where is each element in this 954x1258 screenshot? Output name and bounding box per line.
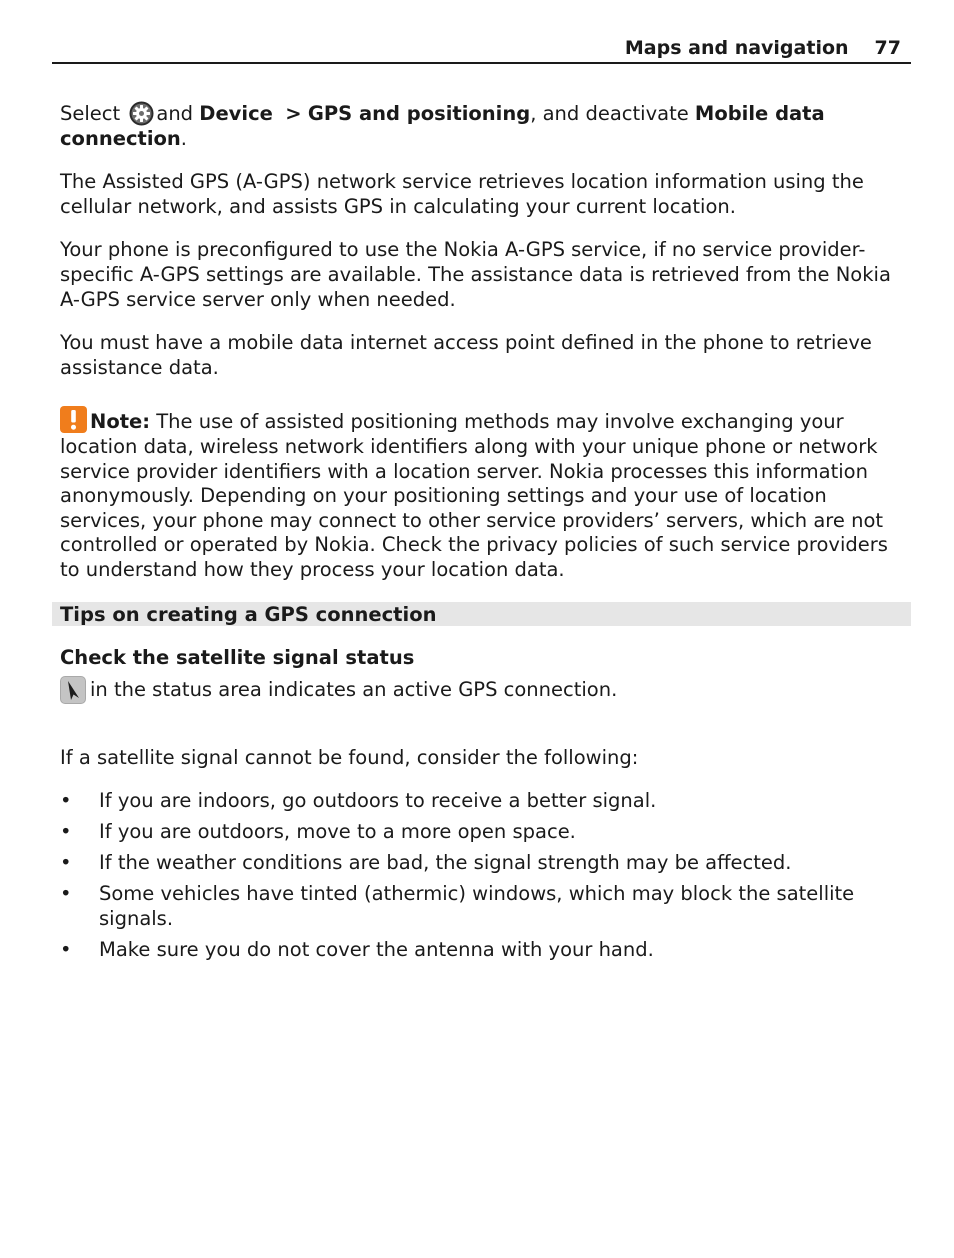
list-item	[60, 851, 908, 876]
bullet: •	[60, 819, 72, 843]
list-item	[60, 882, 908, 931]
warning-icon	[60, 406, 87, 433]
path-separator: >	[285, 102, 302, 125]
note-text: The use of assisted positioning methods may involve exchanging your location data, wireless network identifiers along with your unique phone or network service provider identifiers with a location server. Nokia processes this information anonymously. Depending on your positioning settings and your use of location services, your phone may connect to other service providers’ servers, which are not controlled or operated by Nokia. Check the privacy policies of such service providers to understand how they process your location data.	[60, 410, 888, 581]
bullet: •	[60, 788, 72, 812]
subheading: Check the satellite signal status	[60, 645, 415, 669]
note-paragraph	[60, 406, 908, 582]
header-section-title: Maps and navigation	[624, 37, 849, 59]
list-item	[60, 938, 908, 963]
tip-text: Make sure you do not cover the antenna with your hand.	[99, 937, 654, 961]
status-line	[60, 676, 908, 704]
status-text: in the status area indicates an active GPS connection.	[90, 678, 618, 702]
bullet: •	[60, 881, 72, 905]
text-and: and	[156, 102, 194, 125]
paragraph-no-signal: If a satellite signal cannot be found, consider the following:	[60, 746, 639, 770]
section-heading: Tips on creating a GPS connection	[52, 602, 911, 626]
list-item	[60, 820, 908, 845]
paragraph-preconfigured: Your phone is preconfigured to use the Nokia A-GPS service, if no service provider-specific A-GPS settings are available. The assistance data is retrieved from the Nokia A-GPS service server only when needed.	[60, 238, 891, 311]
paragraph-access-point: You must have a mobile data internet access point defined in the phone to retrieve assistance data.	[60, 331, 872, 379]
page-number: 77	[874, 37, 901, 59]
menu-device: Device	[199, 102, 273, 125]
list-item	[60, 789, 908, 814]
menu-gps-positioning: GPS and positioning	[307, 102, 531, 125]
header-text	[625, 37, 901, 59]
paragraph-agps-description: The Assisted GPS (A-GPS) network service retrieves location information using the cellular network, and assists GPS in calculating your current location.	[60, 170, 864, 218]
page-content	[60, 101, 908, 969]
page-header	[52, 34, 911, 64]
gps-status-icon	[60, 676, 86, 704]
note-label: Note:	[90, 410, 151, 434]
bullet: •	[60, 850, 72, 874]
paragraph-deactivate-mobile-data	[60, 101, 908, 151]
tip-text: If the weather conditions are bad, the signal strength may be affected.	[99, 850, 792, 874]
tip-text: Some vehicles have tinted (athermic) windows, which may block the satellite signals.	[99, 881, 855, 930]
tips-list	[60, 789, 908, 963]
tip-text: If you are outdoors, move to a more open space.	[99, 819, 576, 843]
setting-mobile-data: Mobile data connection	[60, 102, 825, 150]
text-period: .	[180, 126, 187, 150]
text-deactivate: , and deactivate	[530, 102, 689, 125]
text-select: Select	[60, 102, 121, 125]
tip-text: If you are indoors, go outdoors to receive a better signal.	[99, 788, 657, 812]
bullet: •	[60, 937, 72, 961]
settings-gear-icon	[129, 101, 154, 126]
